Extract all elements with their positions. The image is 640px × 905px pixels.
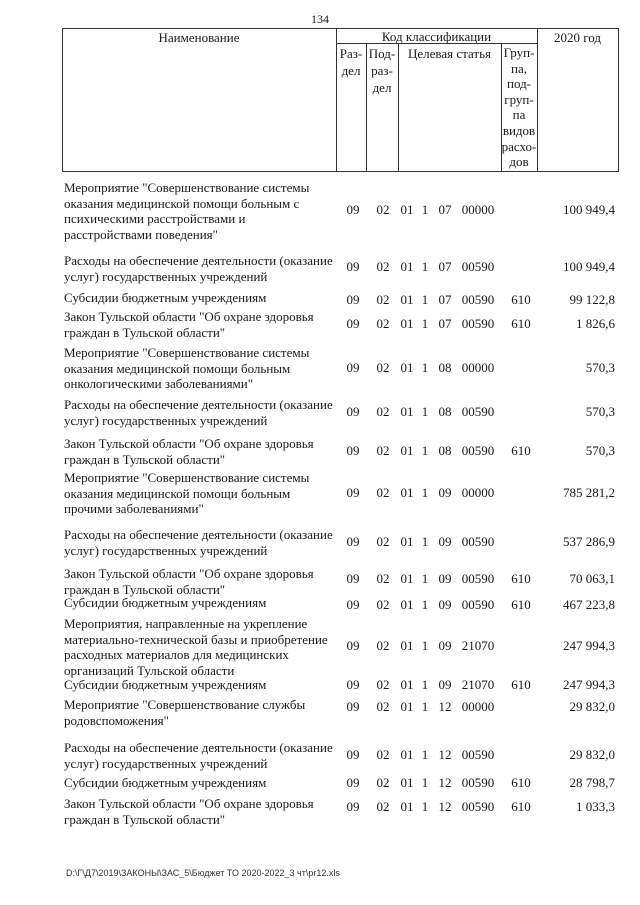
target-program-cell: 01 <box>400 775 414 790</box>
target-subprogram-cell: 1 <box>421 699 429 714</box>
amount-cell: 70 063,1 <box>569 571 615 586</box>
header-year: 2020 год <box>554 30 601 45</box>
row-name: Закон Тульской области "Об охране здоровья граждан в Тульской области" <box>64 309 314 340</box>
amount-cell: 570,3 <box>585 360 615 375</box>
target-direction-cell: 00000 <box>461 202 495 217</box>
target-direction-cell: 00590 <box>461 571 495 586</box>
target-subprogram-cell: 1 <box>421 775 429 790</box>
target-subprogram-cell: 1 <box>421 404 429 419</box>
podrazdel-cell: 02 <box>376 638 390 653</box>
row-name: Субсидии бюджетным учреждениям <box>64 595 267 610</box>
target-subprogram-cell: 1 <box>421 485 429 500</box>
header-podrazdel: Под- раз- дел <box>368 46 396 95</box>
target-event-cell: 09 <box>438 677 452 692</box>
razdel-cell: 09 <box>346 360 360 375</box>
target-subprogram-cell: 1 <box>421 638 429 653</box>
row-name: Расходы на обеспечение деятельности (оказание услуг) государственных учреждений <box>64 397 333 428</box>
amount-cell: 29 832,0 <box>569 699 615 714</box>
razdel-cell: 09 <box>346 404 360 419</box>
target-event-cell: 12 <box>438 775 452 790</box>
target-program-cell: 01 <box>400 571 414 586</box>
target-program-cell: 01 <box>400 597 414 612</box>
amount-cell: 247 994,3 <box>563 638 615 653</box>
target-subprogram-cell: 1 <box>421 534 429 549</box>
header-rule-podrazdel <box>398 43 399 172</box>
target-subprogram-cell: 1 <box>421 747 429 762</box>
row-name: Субсидии бюджетным учреждениям <box>64 290 267 305</box>
row-name: Закон Тульской области "Об охране здоровья граждан в Тульской области" <box>64 796 314 827</box>
target-event-cell: 07 <box>438 259 452 274</box>
file-path-footer: D:\Г\Д7\2019\ЗАКОНЫ\ЗАС_5\Бюджет ТО 2020-2022_3 чт\pr12.xls <box>66 868 340 878</box>
target-program-cell: 01 <box>400 259 414 274</box>
target-event-cell: 09 <box>438 534 452 549</box>
target-subprogram-cell: 1 <box>421 571 429 586</box>
razdel-cell: 09 <box>346 799 360 814</box>
razdel-cell: 09 <box>346 316 360 331</box>
expense-group-cell: 610 <box>511 677 531 692</box>
amount-cell: 100 949,4 <box>563 259 615 274</box>
razdel-cell: 09 <box>346 259 360 274</box>
razdel-cell: 09 <box>346 597 360 612</box>
target-event-cell: 07 <box>438 202 452 217</box>
target-direction-cell: 00590 <box>461 292 495 307</box>
target-event-cell: 07 <box>438 316 452 331</box>
podrazdel-cell: 02 <box>376 259 390 274</box>
target-program-cell: 01 <box>400 443 414 458</box>
target-event-cell: 09 <box>438 485 452 500</box>
target-event-cell: 08 <box>438 360 452 375</box>
podrazdel-cell: 02 <box>376 699 390 714</box>
podrazdel-cell: 02 <box>376 534 390 549</box>
table-header <box>62 28 619 172</box>
target-direction-cell: 00590 <box>461 597 495 612</box>
target-program-cell: 01 <box>400 747 414 762</box>
expense-group-cell: 610 <box>511 571 531 586</box>
row-name: Мероприятие "Совершенствование системы оказания медицинской помощи больным с психическими расстройствами и расстройствами поведения" <box>64 180 310 242</box>
target-event-cell: 09 <box>438 597 452 612</box>
target-subprogram-cell: 1 <box>421 316 429 331</box>
razdel-cell: 09 <box>346 485 360 500</box>
podrazdel-cell: 02 <box>376 316 390 331</box>
amount-cell: 570,3 <box>585 404 615 419</box>
target-direction-cell: 00590 <box>461 316 495 331</box>
amount-cell: 467 223,8 <box>563 597 615 612</box>
row-name: Расходы на обеспечение деятельности (оказание услуг) государственных учреждений <box>64 253 333 284</box>
podrazdel-cell: 02 <box>376 292 390 307</box>
target-direction-cell: 00000 <box>461 360 495 375</box>
target-direction-cell: 00590 <box>461 404 495 419</box>
target-direction-cell: 00590 <box>461 775 495 790</box>
razdel-cell: 09 <box>346 202 360 217</box>
razdel-cell: 09 <box>346 677 360 692</box>
expense-group-cell: 610 <box>511 597 531 612</box>
expense-group-cell: 610 <box>511 292 531 307</box>
target-event-cell: 08 <box>438 443 452 458</box>
amount-cell: 100 949,4 <box>563 202 615 217</box>
target-direction-cell: 00590 <box>461 443 495 458</box>
expense-group-cell: 610 <box>511 316 531 331</box>
header-bottom-rule <box>62 171 619 172</box>
amount-cell: 570,3 <box>585 443 615 458</box>
podrazdel-cell: 02 <box>376 799 390 814</box>
amount-cell: 247 994,3 <box>563 677 615 692</box>
header-rule-group <box>537 28 538 172</box>
target-subprogram-cell: 1 <box>421 259 429 274</box>
row-name: Субсидии бюджетным учреждениям <box>64 775 267 790</box>
header-rule-left <box>62 28 63 172</box>
expense-group-cell: 610 <box>511 775 531 790</box>
target-direction-cell: 00590 <box>461 259 495 274</box>
row-name: Мероприятие "Совершенствование системы оказания медицинской помощи больным прочими заболеваниями" <box>64 470 310 516</box>
target-direction-cell: 21070 <box>461 638 495 653</box>
razdel-cell: 09 <box>346 292 360 307</box>
target-program-cell: 01 <box>400 316 414 331</box>
target-subprogram-cell: 1 <box>421 677 429 692</box>
podrazdel-cell: 02 <box>376 775 390 790</box>
target-program-cell: 01 <box>400 638 414 653</box>
target-program-cell: 01 <box>400 485 414 500</box>
target-program-cell: 01 <box>400 699 414 714</box>
amount-cell: 785 281,2 <box>563 485 615 500</box>
podrazdel-cell: 02 <box>376 485 390 500</box>
target-subprogram-cell: 1 <box>421 799 429 814</box>
podrazdel-cell: 02 <box>376 677 390 692</box>
amount-cell: 99 122,8 <box>569 292 615 307</box>
target-program-cell: 01 <box>400 799 414 814</box>
amount-cell: 28 798,7 <box>569 775 615 790</box>
amount-cell: 537 286,9 <box>563 534 615 549</box>
target-subprogram-cell: 1 <box>421 202 429 217</box>
target-program-cell: 01 <box>400 677 414 692</box>
row-name: Субсидии бюджетным учреждениям <box>64 677 267 692</box>
target-subprogram-cell: 1 <box>421 360 429 375</box>
target-program-cell: 01 <box>400 292 414 307</box>
target-event-cell: 07 <box>438 292 452 307</box>
target-program-cell: 01 <box>400 360 414 375</box>
row-name: Закон Тульской области "Об охране здоровья граждан в Тульской области" <box>64 436 314 467</box>
razdel-cell: 09 <box>346 699 360 714</box>
target-direction-cell: 00000 <box>461 699 495 714</box>
row-name: Мероприятие "Совершенствование системы оказания медицинской помощи больным онкологическими заболеваниями" <box>64 345 310 391</box>
razdel-cell: 09 <box>346 747 360 762</box>
page-number: 134 <box>311 12 329 26</box>
target-event-cell: 09 <box>438 571 452 586</box>
row-name: Расходы на обеспечение деятельности (оказание услуг) государственных учреждений <box>64 740 333 771</box>
podrazdel-cell: 02 <box>376 571 390 586</box>
target-subprogram-cell: 1 <box>421 597 429 612</box>
header-target: Целевая статья <box>407 46 491 61</box>
razdel-cell: 09 <box>346 571 360 586</box>
target-direction-cell: 00000 <box>461 485 495 500</box>
target-direction-cell: 00590 <box>461 747 495 762</box>
razdel-cell: 09 <box>346 775 360 790</box>
target-direction-cell: 00590 <box>461 534 495 549</box>
podrazdel-cell: 02 <box>376 747 390 762</box>
expense-group-cell: 610 <box>511 443 531 458</box>
target-direction-cell: 00590 <box>461 799 495 814</box>
row-name: Мероприятие "Совершенствование службы родовспоможения" <box>64 697 306 728</box>
header-razdel: Раз- дел <box>339 46 363 78</box>
amount-cell: 1 033,3 <box>576 799 615 814</box>
podrazdel-cell: 02 <box>376 202 390 217</box>
podrazdel-cell: 02 <box>376 443 390 458</box>
podrazdel-cell: 02 <box>376 597 390 612</box>
header-rule-right <box>618 28 619 172</box>
row-name: Расходы на обеспечение деятельности (оказание услуг) государственных учреждений <box>64 527 333 558</box>
target-event-cell: 12 <box>438 799 452 814</box>
amount-cell: 1 826,6 <box>576 316 615 331</box>
expense-group-cell: 610 <box>511 799 531 814</box>
razdel-cell: 09 <box>346 443 360 458</box>
header-name: Наименование <box>158 30 240 45</box>
target-program-cell: 01 <box>400 202 414 217</box>
podrazdel-cell: 02 <box>376 360 390 375</box>
target-program-cell: 01 <box>400 534 414 549</box>
podrazdel-cell: 02 <box>376 404 390 419</box>
header-group: Груп- па, под- груп- па видов расхо- дов <box>501 45 537 170</box>
target-program-cell: 01 <box>400 404 414 419</box>
target-event-cell: 12 <box>438 747 452 762</box>
target-event-cell: 09 <box>438 638 452 653</box>
header-code-group: Код классификации <box>381 29 492 44</box>
row-name: Закон Тульской области "Об охране здоровья граждан в Тульской области" <box>64 566 314 597</box>
target-subprogram-cell: 1 <box>421 443 429 458</box>
amount-cell: 29 832,0 <box>569 747 615 762</box>
target-event-cell: 12 <box>438 699 452 714</box>
razdel-cell: 09 <box>346 534 360 549</box>
razdel-cell: 09 <box>346 638 360 653</box>
target-direction-cell: 21070 <box>461 677 495 692</box>
target-subprogram-cell: 1 <box>421 292 429 307</box>
row-name: Мероприятия, направленные на укрепление материально-технической базы и приобретение расходных материалов для медицинских организаций Тульской области <box>64 616 328 678</box>
target-event-cell: 08 <box>438 404 452 419</box>
